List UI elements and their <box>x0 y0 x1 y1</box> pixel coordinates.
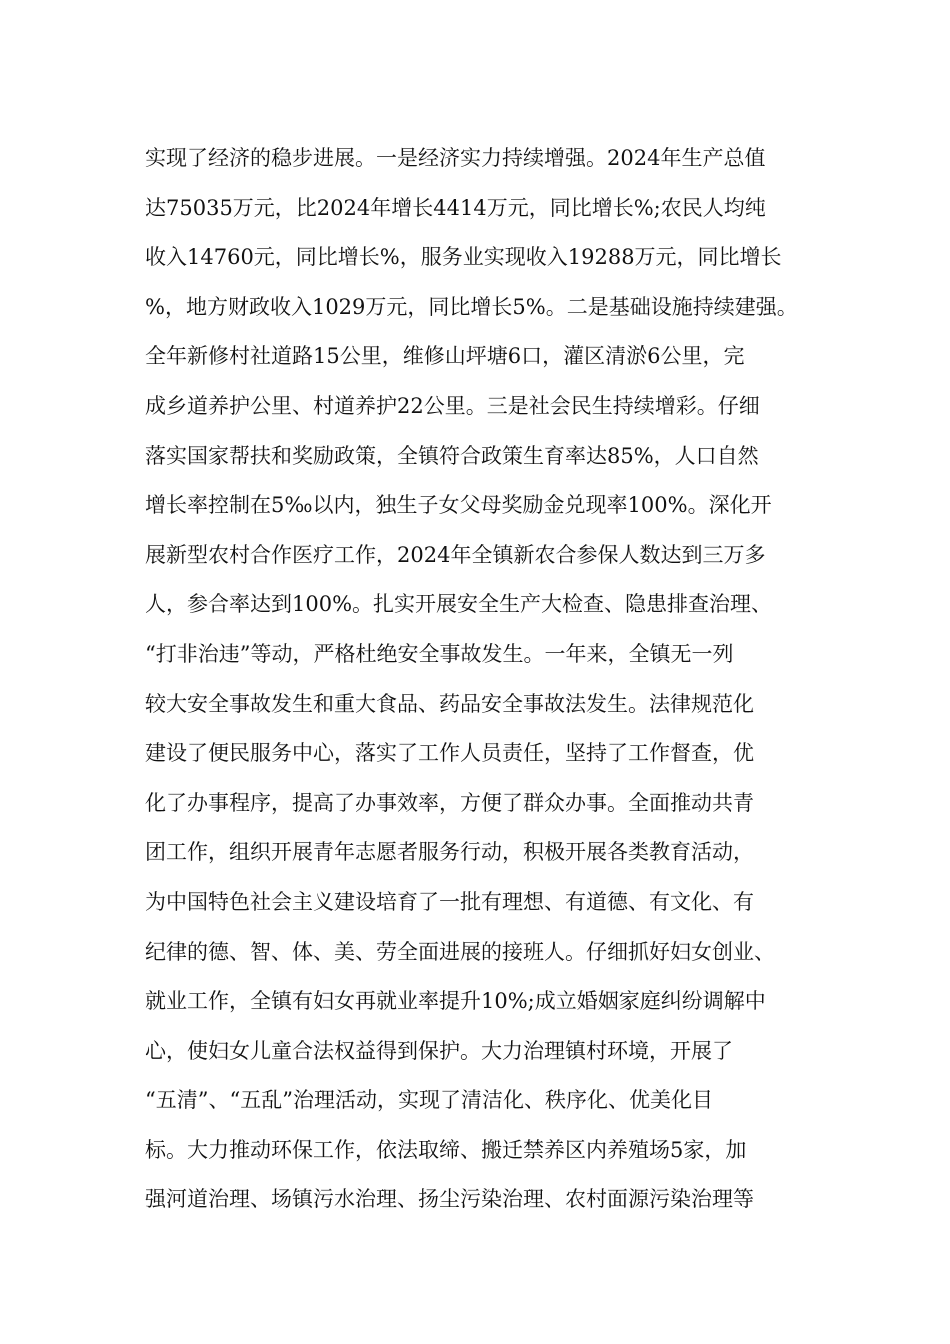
text-line: %，地方财政收入1029万元，同比增长5%。二是基础设施持续建强。 <box>145 294 798 319</box>
text-line: 为中国特色社会主义建设培育了一批有理想、有道德、有文化、有 <box>145 889 754 914</box>
text-line: 人，参合率达到100%。扎实开展安全生产大检查、隐患排查治理、 <box>145 592 773 617</box>
text-line: 标。大力推动环保工作，依法取缔、搬迁禁养区内养殖场5家，加 <box>145 1137 747 1162</box>
text-line: 实现了经济的稳步进展。一是经济实力持续增强。2024年生产总值 <box>145 146 766 170</box>
text-line: 纪律的德、智、体、美、劳全面进展的接班人。仔细抓好妇女创业、 <box>145 939 775 964</box>
text-line: 心，使妇女儿童合法权益得到保护。大力治理镇村环境，开展了 <box>145 1038 733 1063</box>
text-line: 展新型农村合作医疗工作，2024年全镇新农合参保人数达到三万多 <box>145 542 766 567</box>
text-line: 成乡道养护公里、村道养护22公里。三是社会民生持续增彩。仔细 <box>145 393 760 418</box>
text-line: “打非治违”等动，严格杜绝安全事故发生。一年来，全镇无一列 <box>145 641 734 666</box>
text-line: 就业工作，全镇有妇女再就业率提升10%;成立婚姻家庭纠纷调解中 <box>145 989 766 1014</box>
text-line: 收入14760元，同比增长%，服务业实现收入19288万元，同比增长 <box>145 245 782 270</box>
body-text <box>145 134 835 1225</box>
text-line: 建设了便民服务中心，落实了工作人员责任，坚持了工作督查，优 <box>145 741 754 766</box>
text-line: 全年新修村社道路15公里，维修山坪塘6口，灌区清淤6公里，完 <box>145 344 745 369</box>
text-line: 化了办事程序，提高了办事效率，方便了群众办事。全面推动共青 <box>145 790 754 815</box>
text-line: 达75035万元，比2024年增长4414万元，同比增长%;农民人均纯 <box>145 195 766 220</box>
text-line: 强河道治理、场镇污水治理、扬尘污染治理、农村面源污染治理等 <box>145 1187 754 1212</box>
text-line: 较大安全事故发生和重大食品、药品安全事故法发生。法律规范化 <box>145 691 754 716</box>
text-line: “五清”、“五乱”治理活动，实现了清洁化、秩序化、优美化目 <box>145 1088 713 1113</box>
text-line: 增长率控制在5‰以内，独生子女父母奖励金兑现率100%。深化开 <box>145 493 772 518</box>
text-line: 团工作，组织开展青年志愿者服务行动，积极开展各类教育活动， <box>145 840 754 865</box>
text-line: 落实国家帮扶和奖励政策，全镇符合政策生育率达85%，人口自然 <box>145 443 759 468</box>
